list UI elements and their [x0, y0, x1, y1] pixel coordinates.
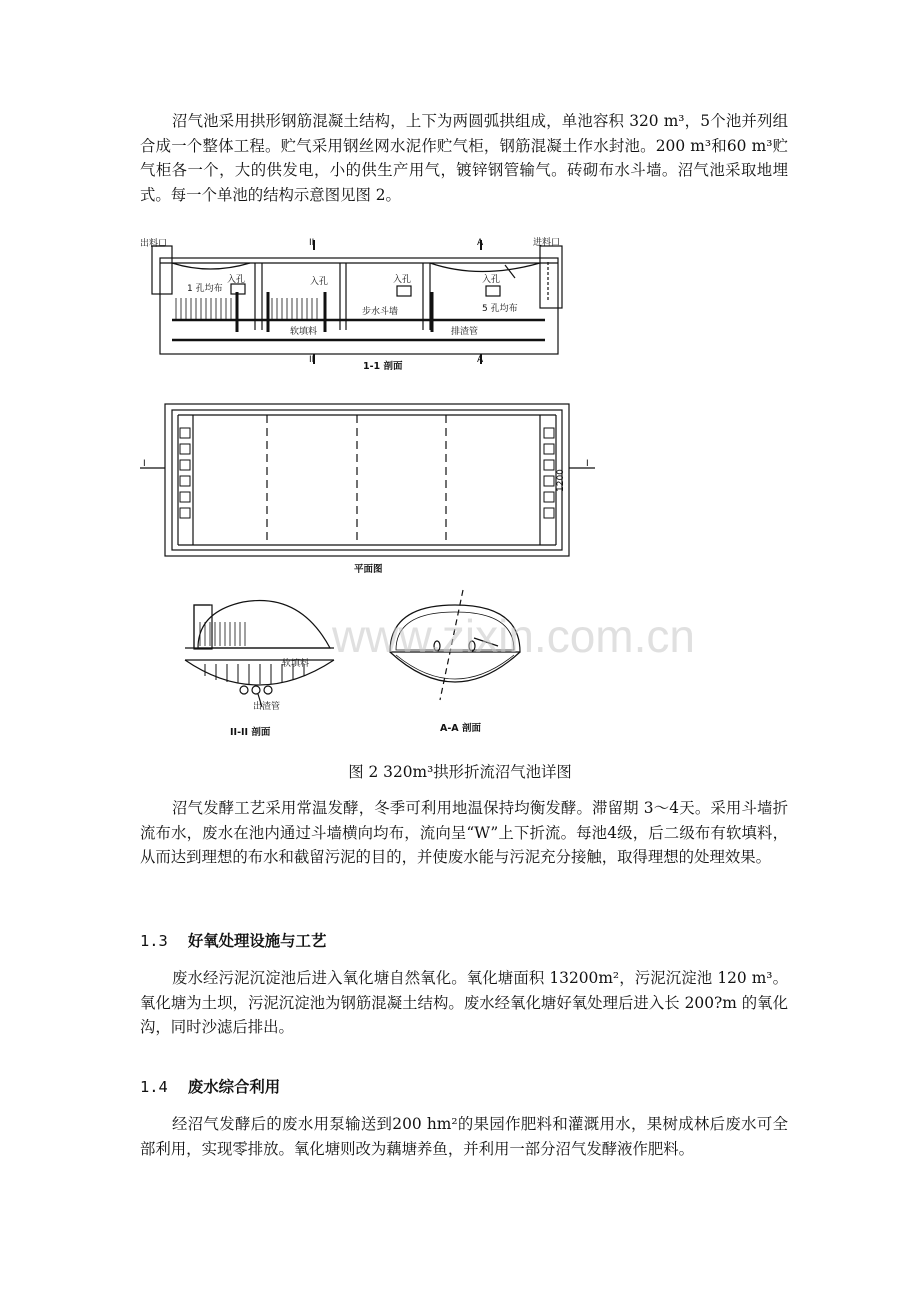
- holes-5-label: 5 孔均布: [482, 304, 518, 314]
- plan-title: 平面图: [354, 564, 383, 575]
- section-ii: [185, 600, 334, 707]
- figure-caption: 图 2 320m³拱形折流沼气池详图: [348, 763, 572, 781]
- inlet-label: 进料口: [533, 238, 561, 248]
- mark-a-top: A: [477, 238, 484, 248]
- plan-dimension: 1200: [556, 469, 566, 492]
- paragraph-aerobic: 废水经污泥沉淀池后进入氧化塘自然氧化。氧化塘面积 13200m²，污泥沉淀池 120 m³。氧化塘为土坝，污泥沉淀池为钢筋混凝土结构。废水经氧化塘好氧处理后进入长 200?m 的氧化沟，同时沙滤后排出。: [140, 969, 788, 1036]
- manhole-label-1: 入孔: [227, 275, 246, 285]
- section-heading-1-4: [140, 1075, 280, 1097]
- paragraph-structure: 沼气池采用拱形钢筋混凝土结构，上下为两圆弧拱组成，单池容积 320 m³，5个池并列组合成一个整体工程。贮气采用钢丝网水泥作贮气柜，钢筋混凝土作水封池。200 m³和60 m³贮气柜各一个，大的供发电，小的供生产用气，镀锌钢管输气。砖砌布水斗墙。沼气池采取地埋式。每一个单池的结构示意图见图 2。: [140, 112, 788, 204]
- section-ii-title: II-II 剖面: [230, 727, 271, 738]
- drain-pipe-label: 排渣管: [451, 327, 479, 337]
- mark-ii-top: II: [309, 238, 315, 248]
- manhole-label-3: 入孔: [393, 275, 412, 285]
- section-1-1: [152, 240, 562, 364]
- paragraph-utilization: 经沼气发酵后的废水用泵输送到200 hm²的果园作肥料和灌溉用水，果树成林后废水可全部利用，实现零排放。氧化塘则改为藕塘养鱼，并利用一部分沼气发酵液作肥料。: [140, 1115, 788, 1158]
- mark-ii-bottom: II: [309, 355, 315, 365]
- holes-1-label: 1 孔均布: [187, 284, 223, 294]
- heading-number: 1.4: [140, 1078, 168, 1096]
- manhole-label-4: 入孔: [482, 275, 501, 285]
- plan-view: [140, 404, 595, 556]
- plan-mark-left: I: [143, 459, 146, 469]
- heading-text: 废水综合利用: [187, 1078, 281, 1096]
- heading-number: 1.3: [140, 932, 168, 950]
- paragraph-fermentation: 沼气发酵工艺采用常温发酵，冬季可利用地温保持均衡发酵。滞留期 3～4天。采用斗墙折流布水，废水在池内通过斗墙横向均布，流向呈“W”上下折流。每池4级，后二级布有软填料，从而达到理想的布水和截留污泥的目的，并使废水能与污泥充分接触，取得理想的处理效果。: [140, 799, 788, 866]
- mark-a-bottom: A: [477, 355, 484, 365]
- heading-text: 好氧处理设施与工艺: [187, 932, 327, 950]
- outlet-label: 出料口: [140, 239, 168, 249]
- manhole-label-2: 入孔: [310, 277, 329, 287]
- watermark: www.zixin.com.cn: [332, 610, 695, 662]
- baffle-wall-label: 步水斗墙: [362, 307, 399, 317]
- section-ii-soft-fill: 软填料: [282, 659, 310, 669]
- section-1-1-title: 1-1 剖面: [363, 361, 403, 372]
- section-a-title: A-A 剖面: [440, 723, 481, 734]
- soft-fill-label: 软填料: [290, 327, 318, 337]
- section-heading-1-3: [140, 929, 326, 951]
- plan-mark-right: I: [586, 459, 589, 469]
- section-ii-drain: 出渣管: [253, 702, 281, 712]
